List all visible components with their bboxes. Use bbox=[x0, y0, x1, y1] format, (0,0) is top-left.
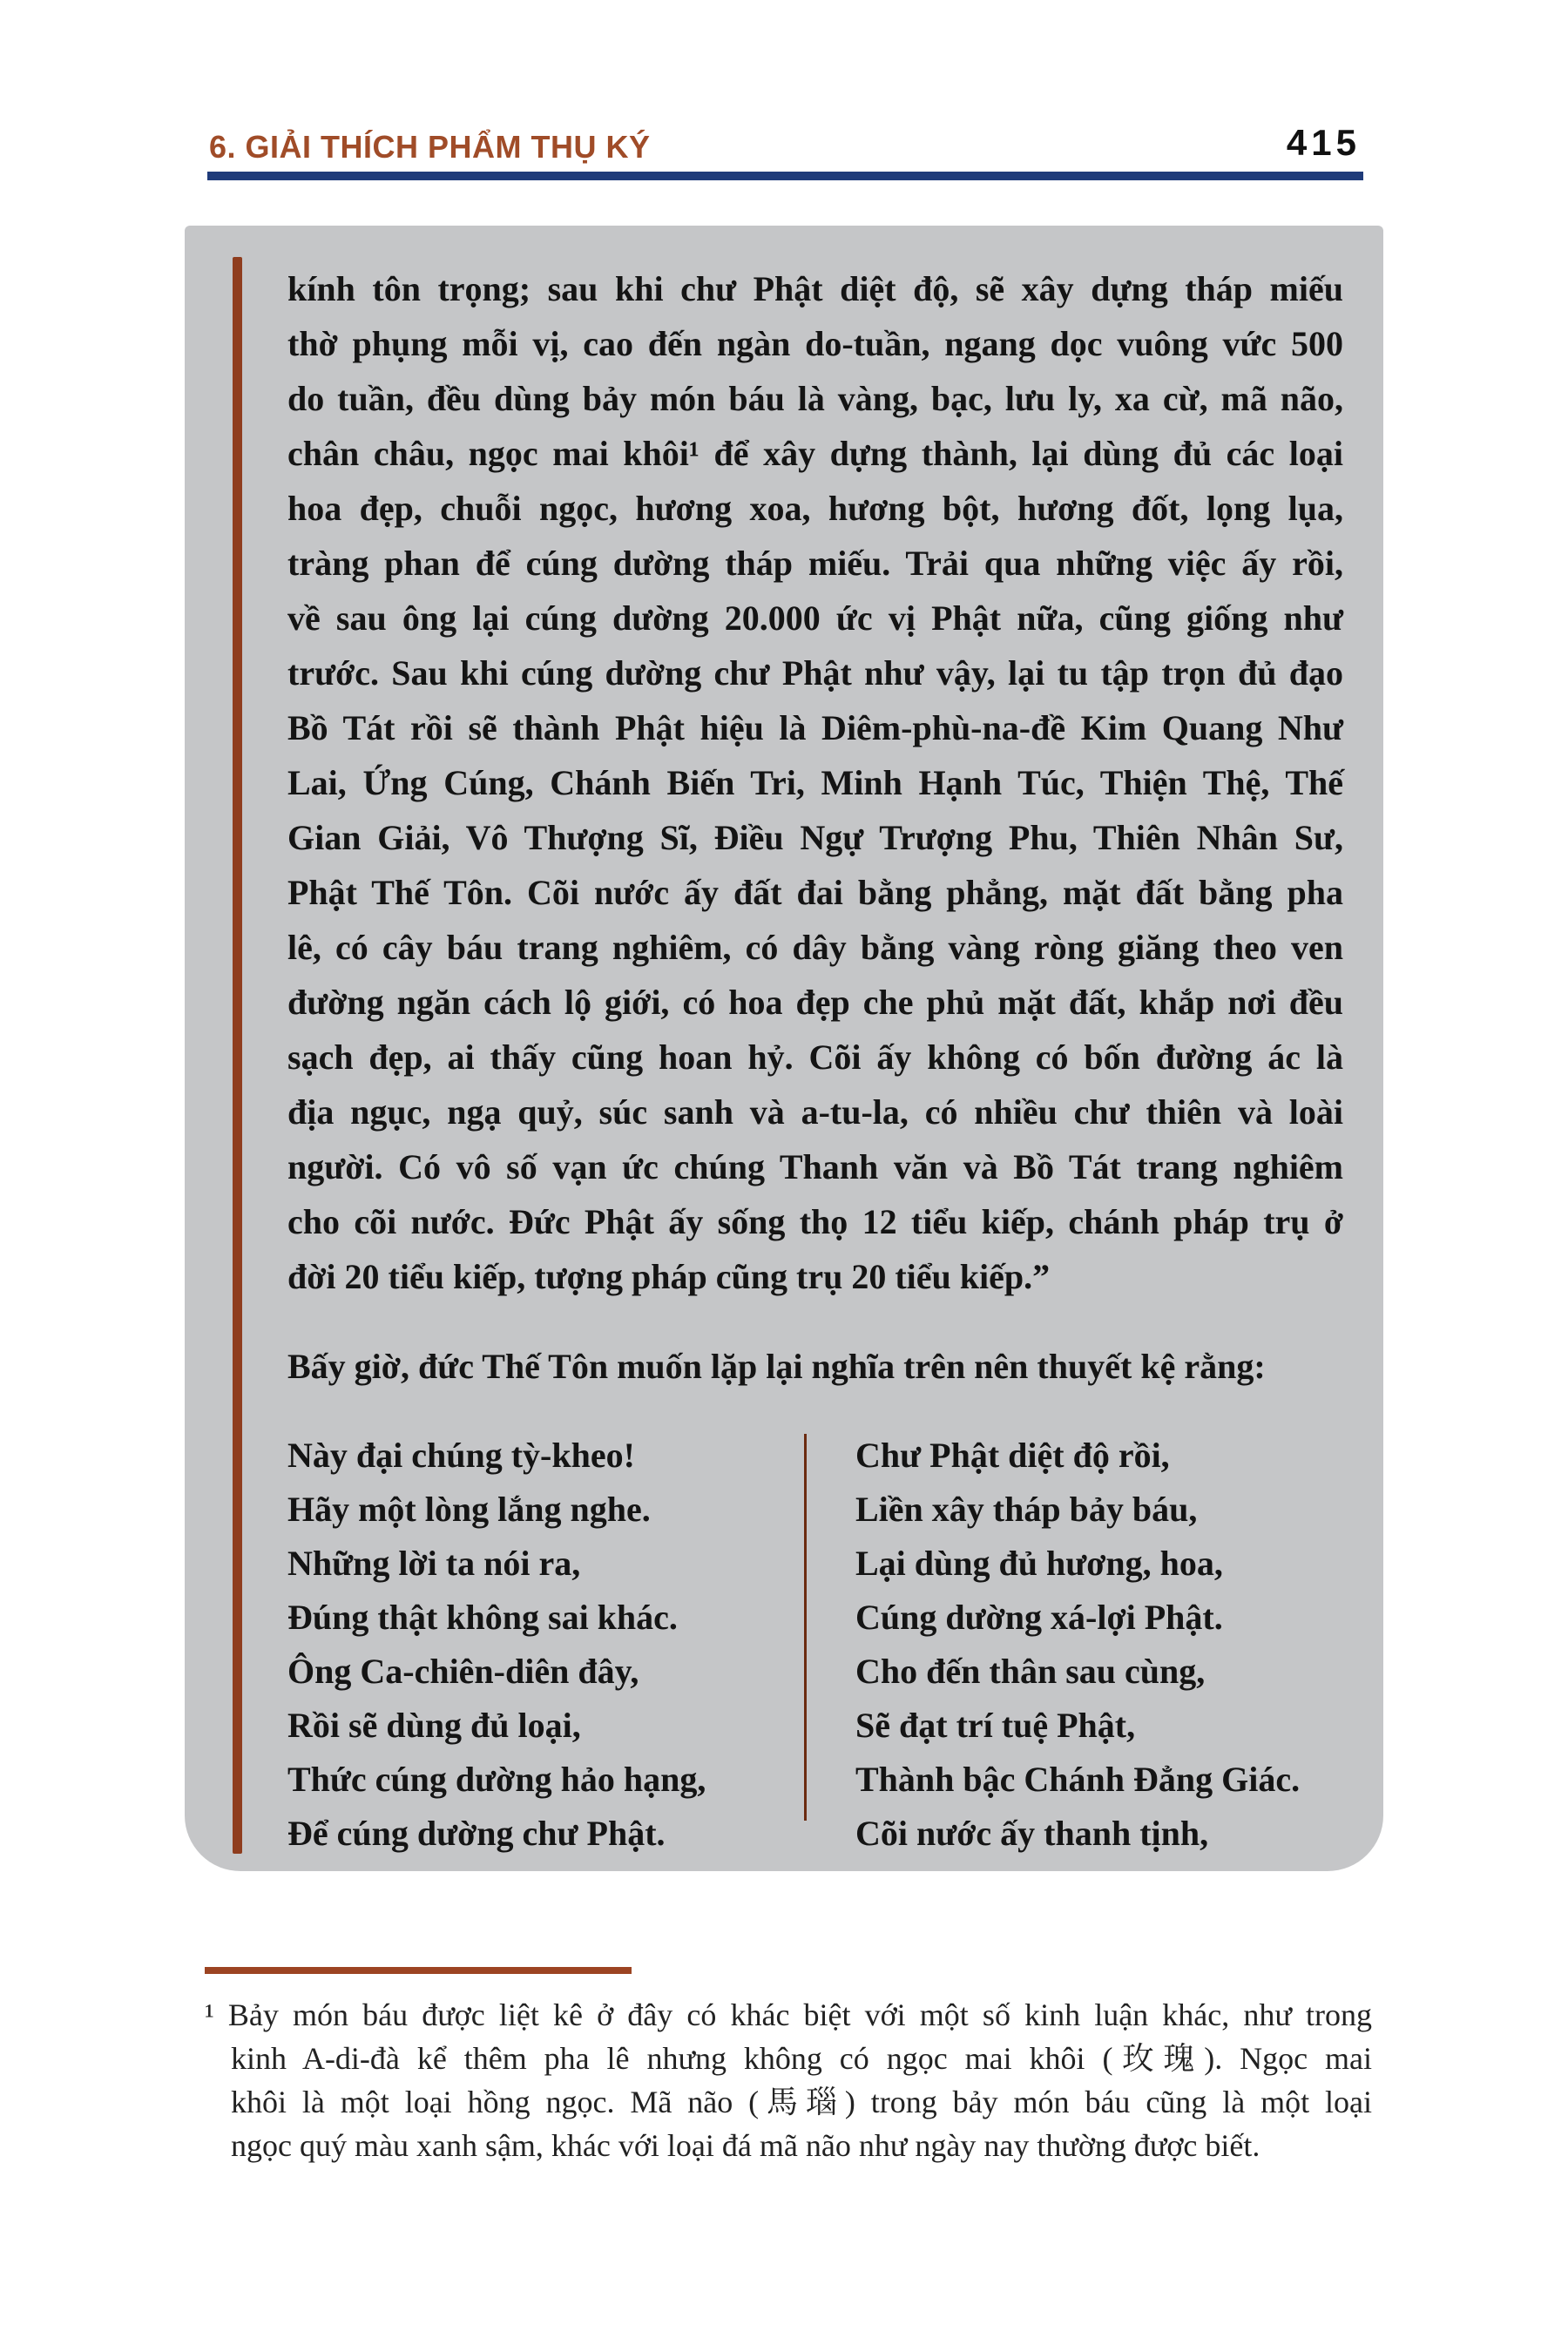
quote-paragraph-line: kính tôn trọng; sau khi chư Phật diệt độ, sẽ xây dựng tháp miếu bbox=[287, 269, 1343, 308]
quote-paragraph-line: địa ngục, ngạ quỷ, súc sanh và a-tu-la, có nhiều chư thiên và loài bbox=[287, 1092, 1343, 1132]
quote-paragraph-line: đời 20 tiểu kiếp, tượng pháp cũng trụ 20 tiểu kiếp.” bbox=[287, 1257, 1051, 1296]
verse-line: Thức cúng dường hảo hạng, bbox=[287, 1760, 706, 1799]
verse-section bbox=[287, 1429, 1343, 1861]
quote-paragraph-line: trước. Sau khi cúng dường chư Phật như vậy, lại tu tập trọn đủ đạo bbox=[287, 653, 1343, 693]
footnote-line: ¹ Bảy món báu được liệt kê ở đây có khác biệt với một số kinh luận khác, như trong bbox=[205, 1997, 1372, 2032]
verse-left-column bbox=[287, 1429, 804, 1861]
quote-paragraph-line: chân châu, ngọc mai khôi¹ để xây dựng thành, lại dùng đủ các loại bbox=[287, 434, 1343, 473]
footnote-line: khôi là một loại hồng ngọc. Mã não (馬瑙) trong bảy món báu cũng là một loại bbox=[231, 2085, 1372, 2119]
verse-line: Thành bậc Chánh Đẳng Giác. bbox=[855, 1760, 1301, 1799]
quote-paragraph-line: Phật Thế Tôn. Cõi nước ấy đất đai bằng phẳng, mặt đất bằng pha bbox=[287, 873, 1343, 912]
verse-line: Rồi sẽ dùng đủ loại, bbox=[287, 1706, 581, 1745]
footnote-text bbox=[205, 1993, 1372, 2167]
footnote-line: kinh A-di-đà kể thêm pha lê nhưng không có ngọc mai khôi (玫瑰). Ngọc mai bbox=[231, 2041, 1372, 2076]
quote-paragraph-line: đường ngăn cách lộ giới, có hoa đẹp che phủ mặt đất, khắp nơi đều bbox=[287, 983, 1343, 1022]
verse-line: Chư Phật diệt độ rồi, bbox=[855, 1436, 1170, 1475]
quote-paragraph-line: người. Có vô số vạn ức chúng Thanh văn và Bồ Tát trang nghiêm bbox=[287, 1147, 1343, 1186]
verse-right-column bbox=[807, 1429, 1343, 1861]
quote-box bbox=[185, 226, 1383, 1871]
page-number: 415 bbox=[1286, 122, 1361, 163]
quote-paragraph-line: tràng phan để cúng dường tháp miếu. Trải qua những việc ấy rồi, bbox=[287, 544, 1343, 583]
quote-paragraph-line: Lai, Ứng Cúng, Chánh Biến Tri, Minh Hạnh Túc, Thiện Thệ, Thế bbox=[287, 763, 1343, 802]
quote-paragraph-line: do tuần, đều dùng bảy món báu là vàng, bạc, lưu ly, xa cừ, mã não, bbox=[287, 379, 1343, 418]
verse-line: Đúng thật không sai khác. bbox=[287, 1598, 678, 1637]
verse-line: Liền xây tháp bảy báu, bbox=[855, 1490, 1198, 1529]
verse-line: Sẽ đạt trí tuệ Phật, bbox=[855, 1706, 1136, 1745]
footnote-line: ngọc quý màu xanh sậm, khác với loại đá mã não như ngày nay thường được biết. bbox=[231, 2128, 1260, 2163]
quote-paragraph-line: Gian Giải, Vô Thượng Sĩ, Điều Ngự Trượng Phu, Thiên Nhân Sư, bbox=[287, 818, 1343, 857]
verse-intro-line: Bấy giờ, đức Thế Tôn muốn lặp lại nghĩa trên nên thuyết kệ rằng: bbox=[287, 1347, 1266, 1386]
verse-line: Cho đến thân sau cùng, bbox=[855, 1652, 1206, 1691]
header-rule bbox=[207, 172, 1363, 180]
quote-paragraph-line: Bồ Tát rồi sẽ thành Phật hiệu là Diêm-phù-na-đề Kim Quang Như bbox=[287, 708, 1343, 747]
verse-line: Lại dùng đủ hương, hoa, bbox=[855, 1544, 1223, 1583]
verse-line: Hãy một lòng lắng nghe. bbox=[287, 1490, 651, 1529]
quote-paragraph bbox=[287, 261, 1343, 1304]
footnote-section bbox=[205, 1967, 1372, 2167]
chapter-title: 6. GIẢI THÍCH PHẨM THỤ KÝ bbox=[209, 129, 651, 165]
quote-paragraph-line: cho cõi nước. Đức Phật ấy sống thọ 12 tiểu kiếp, chánh pháp trụ ở bbox=[287, 1202, 1343, 1241]
verse-line: Những lời ta nói ra, bbox=[287, 1544, 581, 1583]
verse-line: Ông Ca-chiên-diên đây, bbox=[287, 1652, 639, 1691]
quote-paragraph-line: lê, có cây báu trang nghiêm, có dây bằng vàng ròng giăng theo ven bbox=[287, 928, 1343, 967]
quote-paragraph-line: hoa đẹp, chuỗi ngọc, hương xoa, hương bột, hương đốt, lọng lụa, bbox=[287, 489, 1343, 528]
verse-line: Này đại chúng tỳ-kheo! bbox=[287, 1436, 635, 1475]
verse-line: Để cúng dường chư Phật. bbox=[287, 1814, 666, 1853]
quote-paragraph-line: về sau ông lại cúng dường 20.000 ức vị Phật nữa, cũng giống như bbox=[287, 598, 1343, 638]
quote-paragraph-line: sạch đẹp, ai thấy cũng hoan hỷ. Cõi ấy không có bốn đường ác là bbox=[287, 1037, 1343, 1077]
quote-paragraph-line: thờ phụng mỗi vị, cao đến ngàn do-tuần, ngang dọc vuông vức 500 bbox=[287, 324, 1343, 363]
footnote-rule bbox=[205, 1967, 632, 1974]
quote-accent-bar bbox=[233, 257, 242, 1854]
verse-line: Cõi nước ấy thanh tịnh, bbox=[855, 1814, 1209, 1853]
verse-line: Cúng dường xá-lợi Phật. bbox=[855, 1598, 1223, 1637]
